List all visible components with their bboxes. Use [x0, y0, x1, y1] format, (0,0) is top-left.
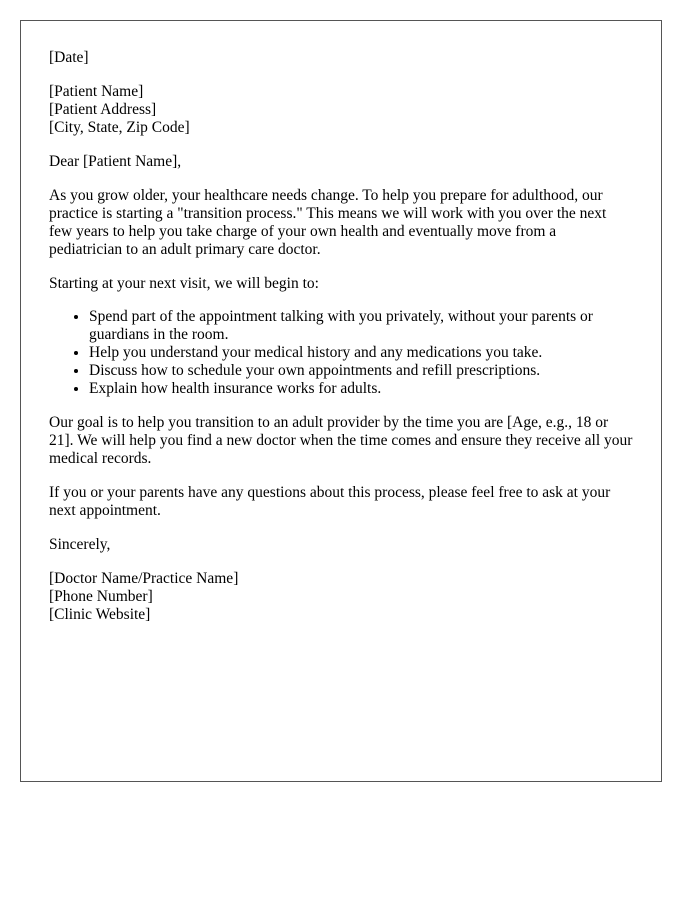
recipient-address: [Patient Address] — [49, 101, 157, 118]
signature-website: [Clinic Website] — [49, 606, 151, 623]
recipient-address-block — [49, 83, 633, 137]
signature-phone: [Phone Number] — [49, 588, 153, 605]
signature-block — [49, 570, 633, 624]
recipient-name: [Patient Name] — [49, 83, 144, 100]
recipient-city-state-zip: [City, State, Zip Code] — [49, 119, 190, 136]
list-item: • Spend part of the appointment talking with you privately, without your parents or guardians in the room. — [89, 308, 633, 344]
list-intro: Starting at your next visit, we will begin to: — [49, 275, 319, 292]
goal-paragraph: Our goal is to help you transition to an adult provider by the time you are [Age, e.g., 18 or 21]. We will help you find a new doctor when the time comes and ensure they receive all your medical records. — [49, 414, 633, 467]
questions-paragraph: If you or your parents have any questions about this process, please feel free to ask at your next appointment. — [49, 484, 611, 519]
closing: Sincerely, — [49, 536, 111, 553]
list-item: • Discuss how to schedule your own appointments and refill prescriptions. — [89, 362, 633, 380]
salutation: Dear [Patient Name], — [49, 153, 182, 170]
letter-page — [20, 20, 662, 782]
list-item: • Explain how health insurance works for adults. — [89, 380, 633, 398]
list-item: • Help you understand your medical history and any medications you take. — [89, 344, 633, 362]
date-line — [49, 49, 633, 67]
transition-steps-list — [49, 308, 633, 398]
intro-paragraph: As you grow older, your healthcare needs change. To help you prepare for adulthood, our practice is starting a "transition process." This means we will work with you over the next few years to help you take charge of your own health and eventually move from a pediatrician to an adult primary care doctor. — [49, 187, 607, 258]
letter-date: [Date] — [49, 49, 89, 66]
signature-name: [Doctor Name/Practice Name] — [49, 570, 239, 587]
